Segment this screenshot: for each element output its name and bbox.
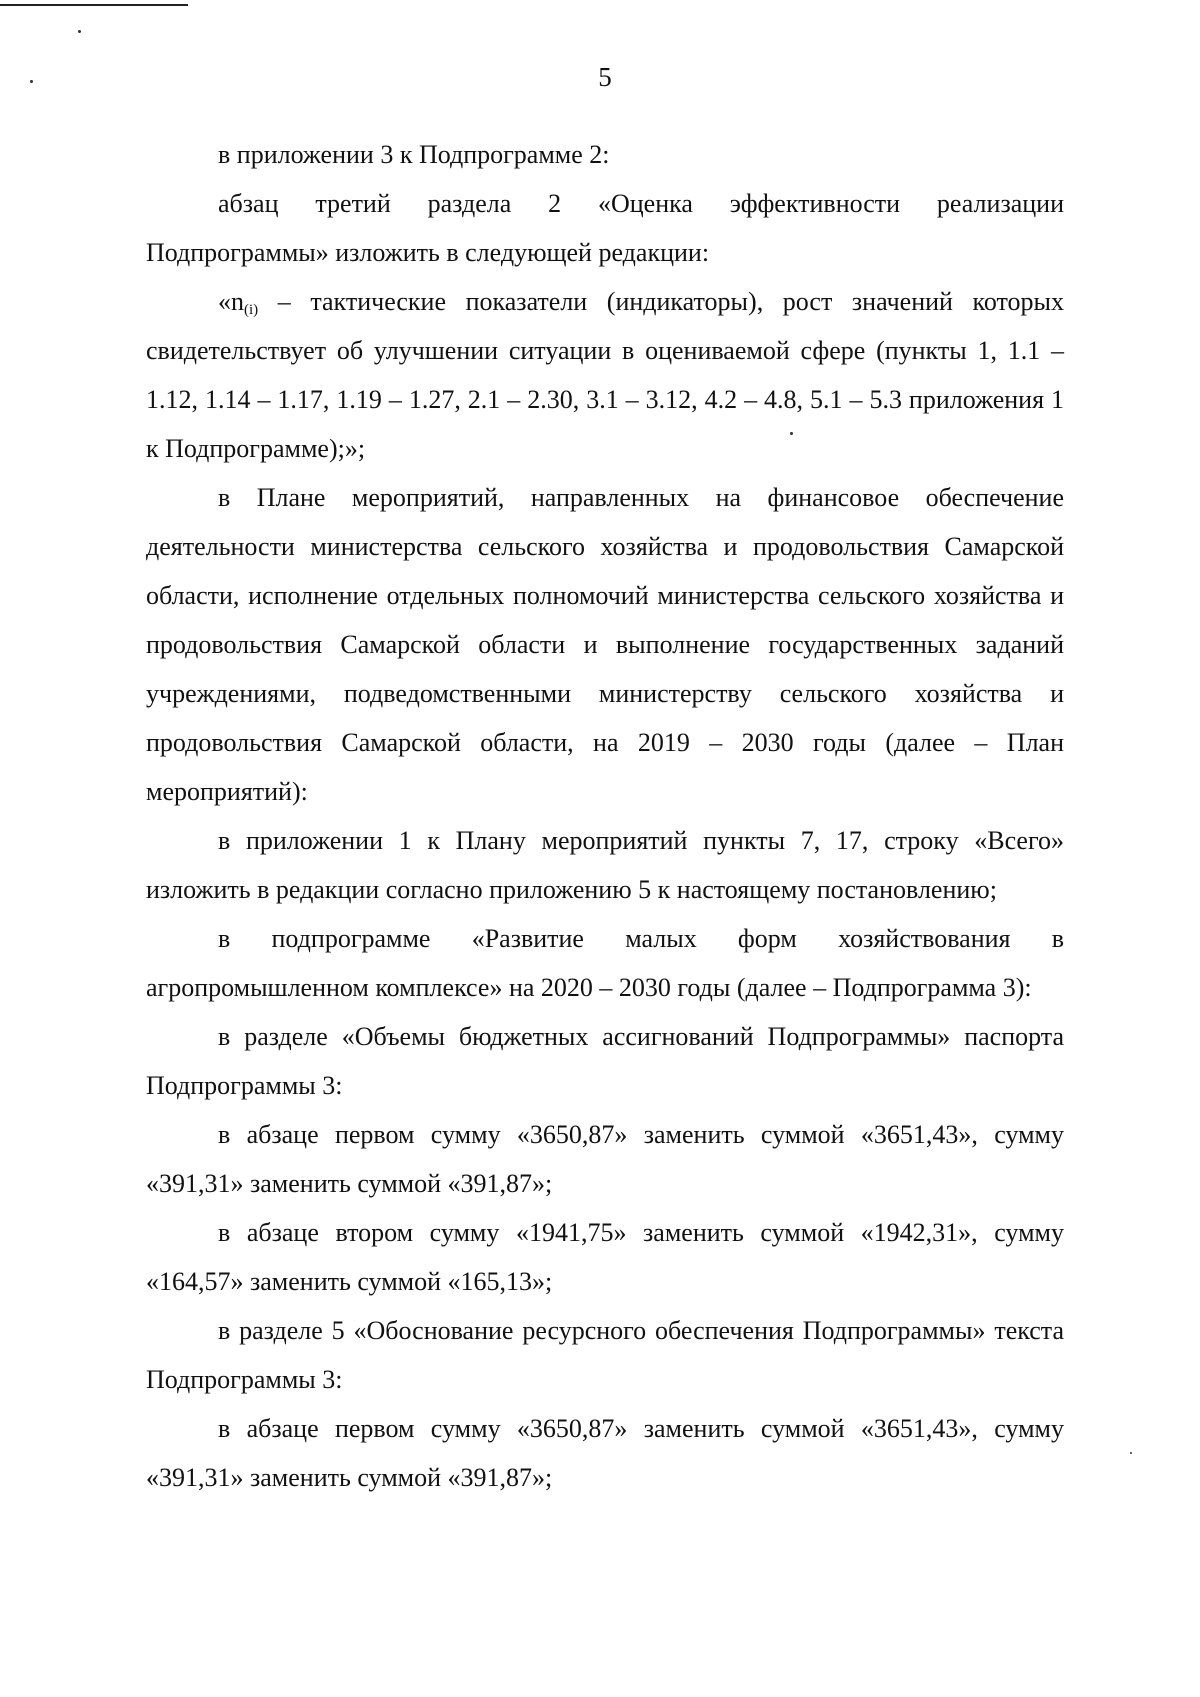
paragraph-1: в приложении 3 к Подпрограмме 2: bbox=[218, 140, 610, 169]
scan-speck bbox=[1130, 1452, 1132, 1454]
top-rule bbox=[0, 4, 188, 6]
scan-speck bbox=[78, 30, 81, 33]
paragraph-7: в разделе «Объемы бюджетных ассигнований Подпрограммы» паспорта Подпрограммы 3: bbox=[146, 1022, 1064, 1100]
scan-speck bbox=[30, 80, 33, 83]
paragraph-11: в абзаце первом сумму «3650,87» заменить суммой «3651,43», сумму «391,31» заменить суммой «391,87»; bbox=[146, 1414, 1064, 1492]
paragraph-4: в Плане мероприятий, направленных на финансовое обеспечение деятельности министерства сельского хозяйства и продовольствия Самарской области, исполнение отдельных полномочий министерства сельского хозяйства и продовольствия Самарской области и выполнение государственных заданий учреждениями, подведомственными министерству сельского хозяйства и продовольствия Самарской области, на 2019 – 2030 годы (далее – План мероприятий): bbox=[146, 483, 1064, 806]
scan-speck bbox=[790, 432, 793, 435]
page-number: 5 bbox=[598, 62, 612, 92]
paragraph-3 bbox=[146, 277, 1064, 473]
paragraph-3-subscript: (i) bbox=[244, 302, 259, 318]
paragraph-5: в приложении 1 к Плану мероприятий пункты 7, 17, строку «Всего» изложить в редакции согласно приложению 5 к настоящему постановлению; bbox=[146, 826, 1064, 904]
document-body bbox=[146, 130, 1064, 1502]
paragraph-3-prefix: «n bbox=[218, 287, 244, 316]
paragraph-2: абзац третий раздела 2 «Оценка эффективности реализации Подпрограммы» изложить в следующей редакции: bbox=[146, 189, 1064, 267]
paragraph-8: в абзаце первом сумму «3650,87» заменить суммой «3651,43», сумму «391,31» заменить суммой «391,87»; bbox=[146, 1120, 1064, 1198]
paragraph-10: в разделе 5 «Обоснование ресурсного обеспечения Подпрограммы» текста Подпрограммы 3: bbox=[146, 1316, 1064, 1394]
paragraph-9: в абзаце втором сумму «1941,75» заменить суммой «1942,31», сумму «164,57» заменить суммой «165,13»; bbox=[146, 1218, 1064, 1296]
paragraph-6: в подпрограмме «Развитие малых форм хозяйствования в агропромышленном комплексе» на 2020 – 2030 годы (далее – Подпрограмма 3): bbox=[146, 924, 1064, 1002]
paragraph-3-rest: – тактические показатели (индикаторы), рост значений которых свидетельствует об улучшении ситуации в оцениваемой сфере (пункты 1, 1.1 – 1.12, 1.14 – 1.17, 1.19 – 1.27, 2.1 – 2.30, 3.1 – 3.12, 4.2 – 4.8, 5.1 – 5.3 приложения 1 к Подпрограмме);»; bbox=[146, 287, 1064, 463]
